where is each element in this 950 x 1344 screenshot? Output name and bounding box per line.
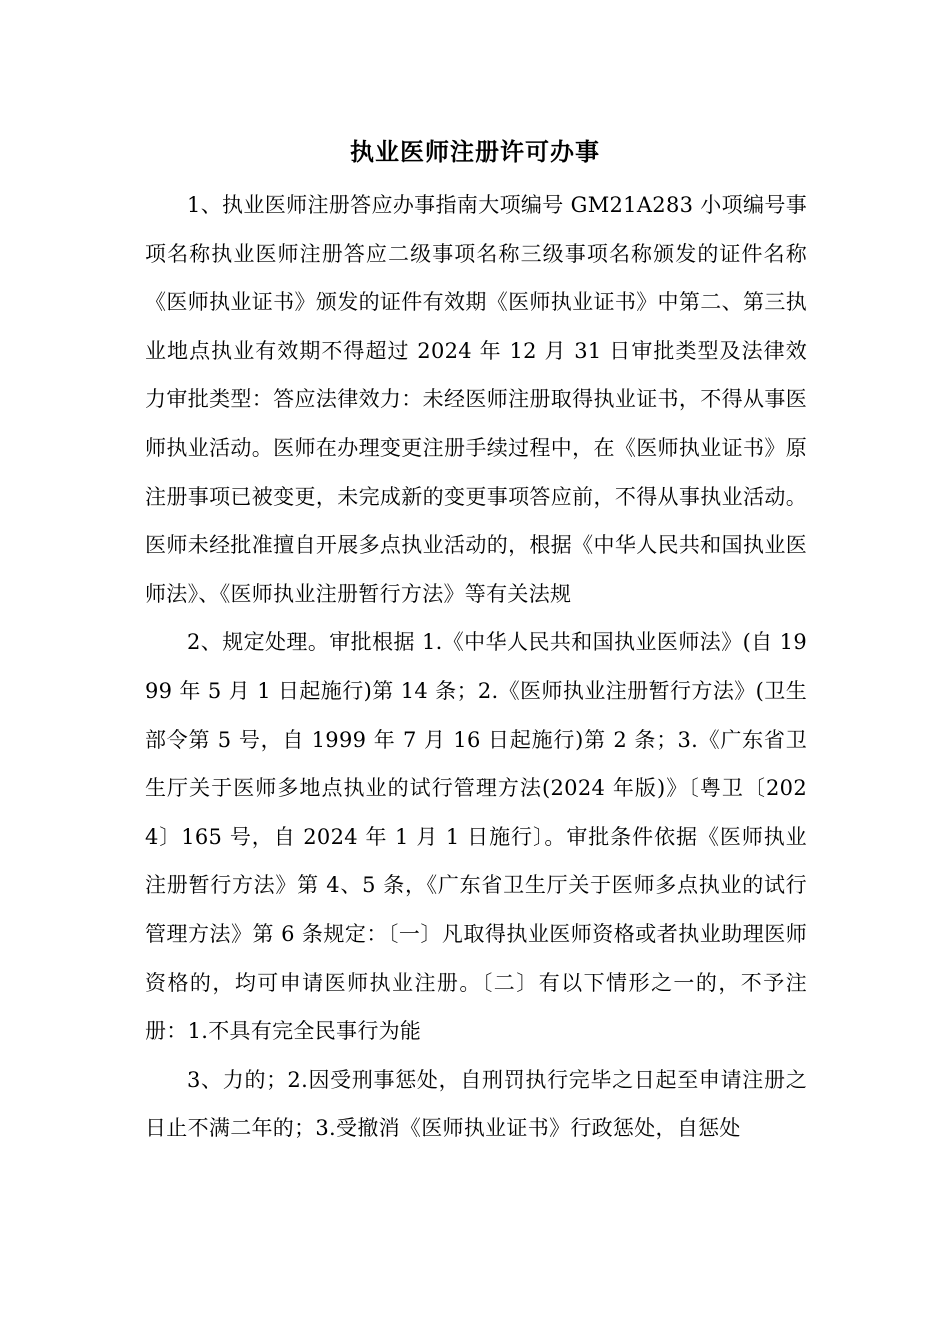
document-title: 执业医师注册许可办事: [350, 138, 600, 166]
paragraph-2: 2、规定处理。审批根据 1.《中华人民共和国执业医师法》(自 1999 年 5 月 1 日起施行)第 14 条；2.《医师执业注册暂行方法》(卫生部令第 5 号，自 1999 年 7 月 16 日起施行)第 2 条；3.《广东省卫生厅关于医师多地点执业的试行管理方法(2024 年版)》〔粤卫〔2024〕165 号，自 2024 年 1 月 1 日施行〕。审批条件依据《医师执业注册暂行方法》第 4、5 条，《广东省卫生厅关于医师多点执业的试行管理方法》第 6 条规定：〔一〕凡取得执业医师资格或者执业助理医师资格的，均可申请医师执业注册。〔二〕有以下情形之一的，不予注册：1.不具有完全民事行为能: [145, 630, 807, 1044]
paragraph-1: 1、执业医师注册答应办事指南大项编号 GM21A283 小项编号事项名称执业医师注册答应二级事项名称三级事项名称颁发的证件名称《医师执业证书》颁发的证件有效期《医师执业证书》中第二、第三执业地点执业有效期不得超过 2024 年 12 月 31 日审批类型及法律效力审批类型：答应法律效力：未经医师注册取得执业证书，不得从事医师执业活动。医师在办理变更注册手续过程中，在《医师执业证书》原注册事项已被变更，未完成新的变更事项答应前，不得从事执业活动。医师未经批准擅自开展多点执业活动的，根据《中华人民共和国执业医师法》、《医师执业注册暂行方法》等有关法规: [145, 193, 807, 606]
paragraph-3: 3、力的；2.因受刑事惩处，自刑罚执行完毕之日起至申请注册之日止不满二年的；3.受撤消《医师执业证书》行政惩处，自惩处: [145, 1067, 807, 1141]
document-body: [145, 181, 807, 1153]
